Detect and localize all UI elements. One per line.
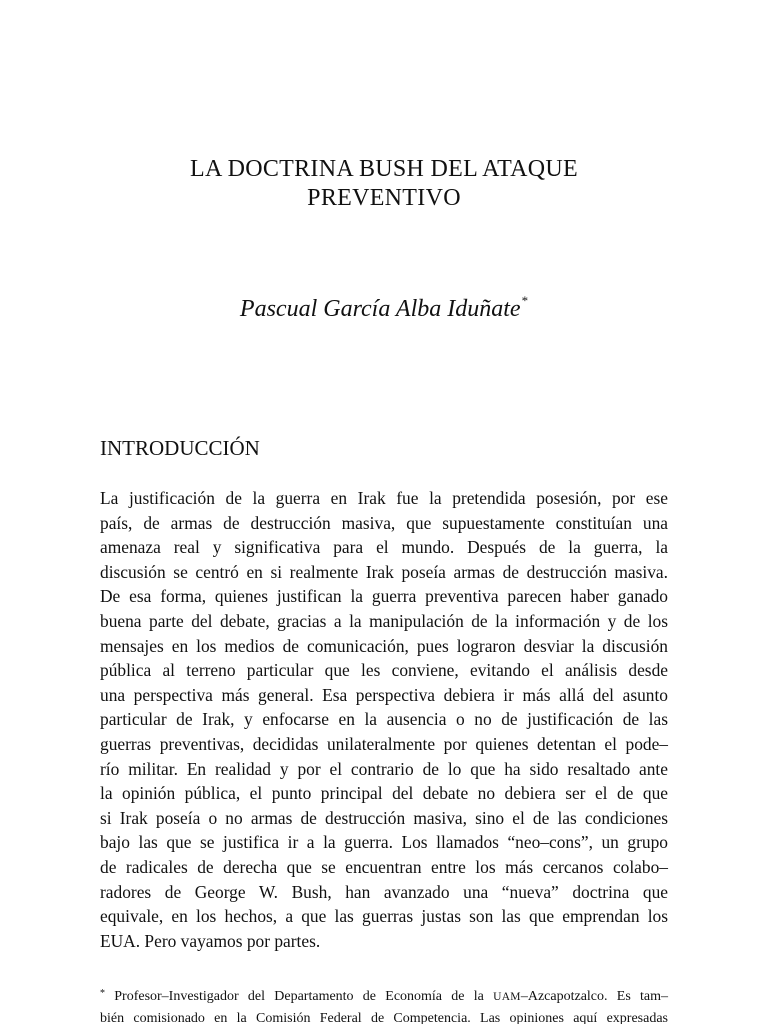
paragraph-line: país, de armas de destrucción masiva, que supuestamente constituían una — [100, 512, 668, 533]
footnote — [100, 986, 668, 1024]
footnote-marker: * — [100, 988, 105, 999]
author-name-text: Pascual García Alba Iduñate — [239, 296, 521, 322]
paragraph-line: bajo las que se justifica ir a la guerra. Los llamados “neo–cons”, un grupo — [100, 832, 668, 853]
paragraph-line: si Irak poseía o no armas de destrucción masiva, sino el de las condiciones — [100, 807, 668, 828]
author-footnote-marker[interactable]: * — [521, 293, 529, 308]
paragraph-line: río militar. En realidad y por el contrario de lo que ha sido resaltado ante — [100, 758, 668, 779]
paragraph-line: EUA. Pero vayamos por partes. — [100, 930, 321, 951]
footnote-text-start: Profesor–Investigador del Departamento de Economía de la — [114, 989, 494, 1004]
paragraph-line: amenaza real y significativa para el mundo. Después de la guerra, la — [100, 537, 668, 558]
paragraph-line: una perspectiva más general. Esa perspectiva debiera ir más allá del asunto — [100, 684, 668, 705]
article-title-line-1: LA DOCTRINA BUSH DEL ATAQUE — [190, 156, 578, 182]
footnote-text-end: –Azcapotzalco. Es tam– — [520, 989, 669, 1004]
footnote-line-1 — [100, 986, 668, 1008]
section-heading: INTRODUCCIÓN — [100, 436, 260, 460]
paragraph-line: discusión se centró en si realmente Irak poseía armas de destrucción masiva. — [100, 561, 668, 582]
paragraph-line: buena parte del debate, gracias a la manipulación de la información y de los — [100, 610, 668, 631]
paragraph-line: particular de Irak, y enfocarse en la ausencia o no de justificación de las — [100, 709, 668, 730]
footnote-line-2: bién comisionado en la Comisión Federal de Competencia. Las opiniones aquí expresadas — [100, 1011, 668, 1024]
introduction-paragraph — [100, 486, 668, 953]
paragraph-line: equivale, en los hechos, a que las guerras justas son las que emprendan los — [100, 906, 668, 927]
paragraph-line: guerras preventivas, decididas unilateralmente por quienes detentan el pode– — [100, 733, 668, 754]
author-name — [0, 289, 768, 323]
paragraph-line: mensajes en los medios de comunicación, pues lograron desviar la discusión — [100, 635, 668, 656]
footnote-abbreviation: UAM — [493, 991, 521, 1003]
paragraph-line: de radicales de derecha que se encuentran entre los más cercanos colabo– — [100, 856, 668, 877]
article-title-line-2: PREVENTIVO — [307, 185, 461, 211]
paragraph-line: La justificación de la guerra en Irak fue la pretendida posesión, por ese — [100, 488, 668, 508]
paragraph-line: radores de George W. Bush, han avanzado una “nueva” doctrina que — [100, 881, 668, 902]
paragraph-line: De esa forma, quienes justifican la guerra preventiva parecen haber ganado — [100, 586, 668, 607]
paragraph-line: pública al terreno particular que les conviene, evitando el análisis desde — [100, 660, 668, 681]
paragraph-line: la opinión pública, el punto principal del debate no debiera ser el de que — [100, 783, 668, 804]
